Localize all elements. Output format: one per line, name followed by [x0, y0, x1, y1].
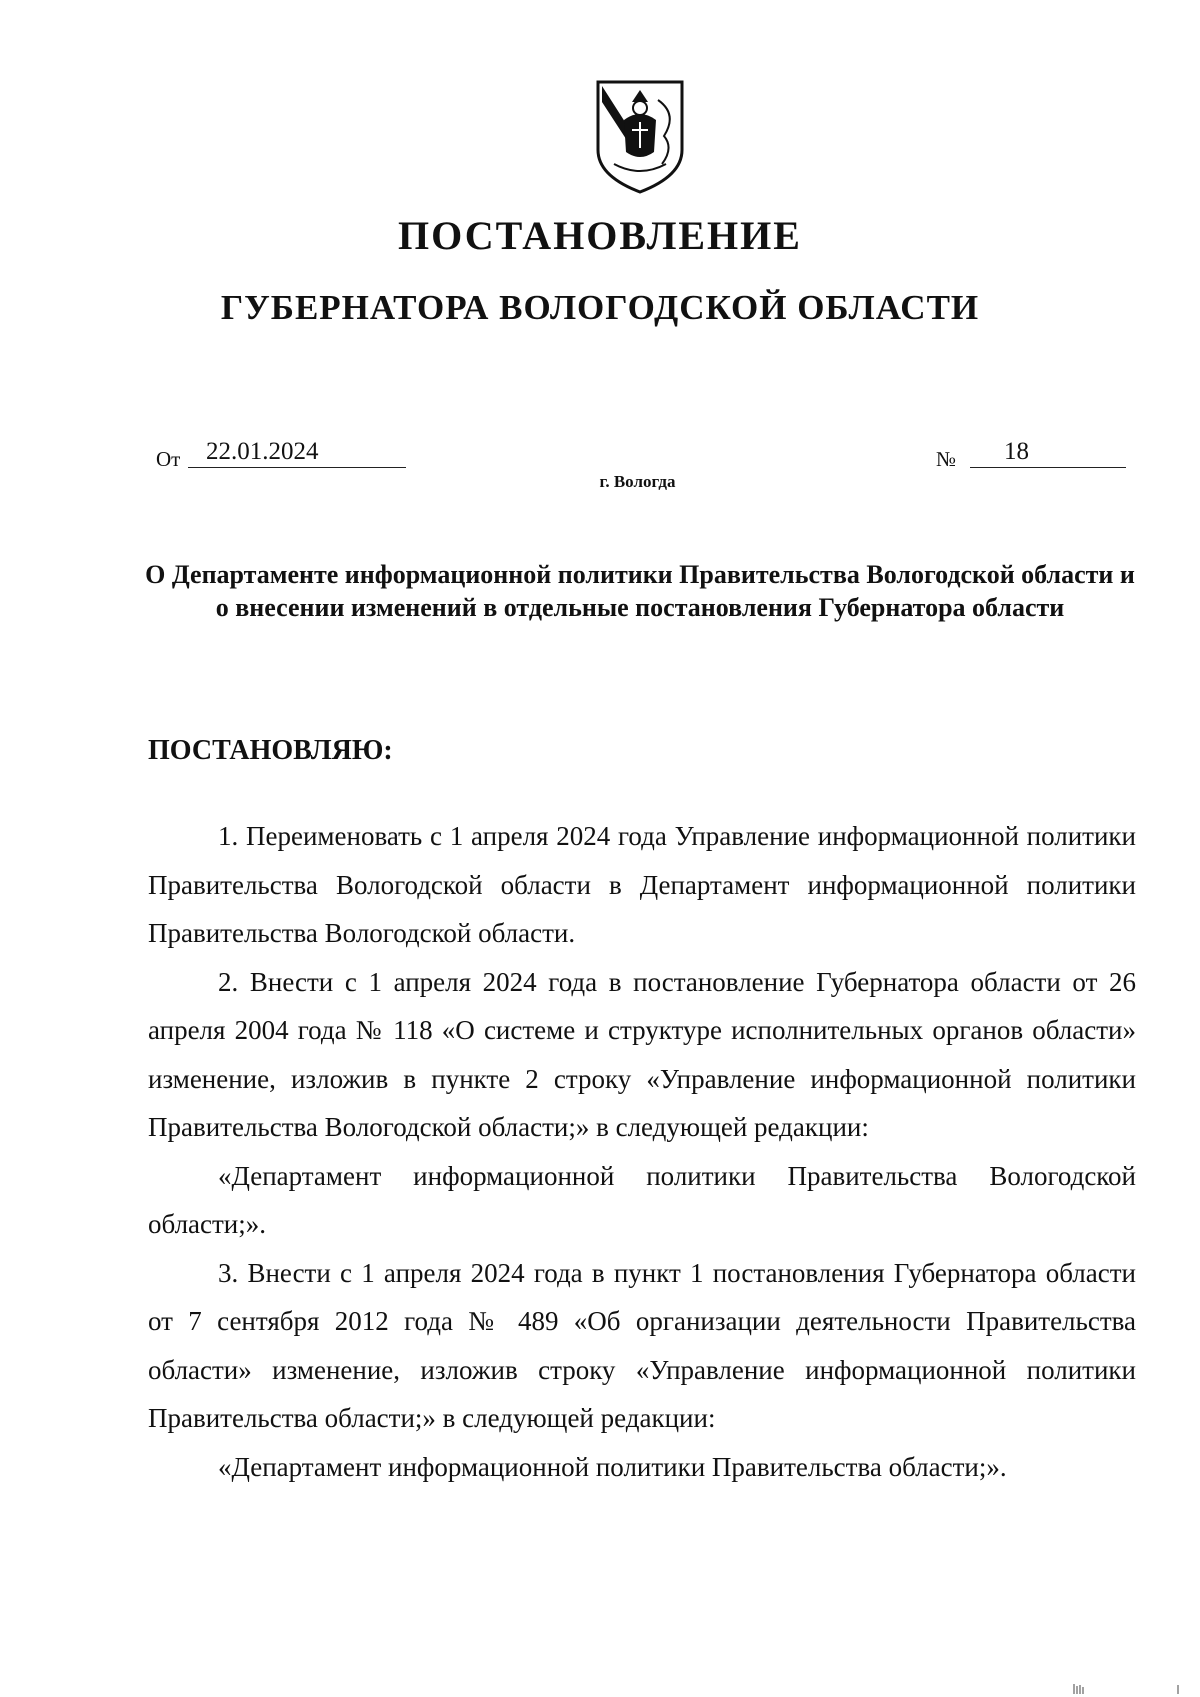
date-label: От	[156, 447, 181, 471]
coat-of-arms-icon	[594, 78, 686, 196]
paragraph-1: 1. Переименовать с 1 апреля 2024 года Управление информационной политики Правительства Вологодской области в Департамент информационной политики Правительства Вологодской области.	[148, 821, 1136, 948]
scan-mark-icon	[1072, 1682, 1182, 1696]
document-body	[148, 812, 1136, 1491]
document-number: 18	[970, 437, 1126, 468]
paragraph-3-quote: «Департамент информационной политики Правительства области;».	[218, 1451, 1007, 1482]
issuer-heading: ГУБЕРНАТОРА ВОЛОГОДСКОЙ ОБЛАСТИ	[220, 288, 980, 327]
paragraph-3: 3. Внести с 1 апреля 2024 года в пункт 1 постановления Губернатора области от 7 сентября 2012 года № 489 «Об организации деятельности Правительства области» изменение, изложив строку «Управление информационной политики Правительства области;» в следующей редакции:	[148, 1257, 1136, 1433]
decree-word: ПОСТАНОВЛЯЮ:	[148, 735, 393, 766]
document-subject: О Департаменте информационной политики Правительства Вологодской области и о внесении изменений в отдельные постановления Губернатора области	[145, 560, 1135, 622]
paragraph-2: 2. Внести с 1 апреля 2024 года в постановление Губернатора области от 26 апреля 2004 года № 118 «О системе и структуре исполнительных органов области» изменение, изложив в пункте 2 строку «Управление информационной политики Правительства Вологодской области;» в следующей редакции:	[148, 966, 1136, 1142]
paragraph-2-quote: «Департамент информационной политики Правительства Вологодской области;».	[148, 1160, 1136, 1239]
number-label: №	[936, 447, 957, 471]
city-label: г. Вологда	[599, 472, 676, 491]
document-type-heading: ПОСТАНОВЛЕНИЕ	[398, 213, 802, 258]
document-date: 22.01.2024	[188, 437, 406, 468]
